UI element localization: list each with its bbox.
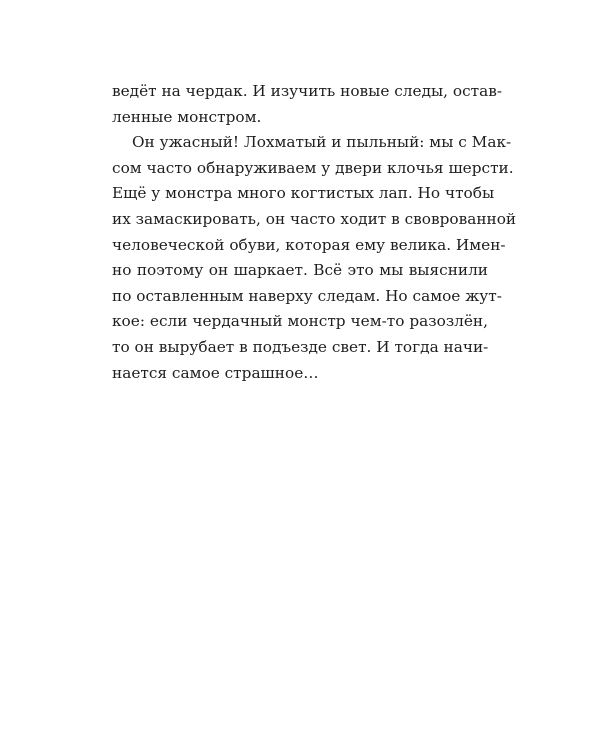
text-line: по оставленным наверху следам. Но самое жут- — [112, 286, 502, 305]
text-line: ведёт на чердак. И изучить новые следы, остав- — [112, 82, 503, 100]
text-line: нается самое страшное… — [112, 363, 319, 382]
text-line: ленные монстром. — [112, 107, 262, 126]
text-line: Он ужасный! Лохматый и пыльный: мы с Мак- — [132, 133, 512, 152]
body-text — [112, 79, 517, 386]
text-line: но поэтому он шаркает. Всё это мы выяснили — [112, 261, 488, 280]
paragraph-1 — [112, 79, 503, 130]
text-line: человеческой обуви, которая ему велика. Имен- — [112, 235, 506, 254]
text-line: то он вырубает в подъезде свет. И тогда начи- — [112, 337, 489, 356]
text-line: Ещё у монстра много когтистых лап. Но чтобы — [112, 184, 495, 203]
text-line: кое: если чердачный монстр чем-то разозлён, — [112, 312, 488, 331]
text-line: их замаскировать, он часто ходит в своврованной — [112, 209, 517, 228]
text-line: сом часто обнаруживаем у двери клочья шерсти. — [112, 158, 514, 177]
paragraph-2 — [112, 130, 517, 386]
